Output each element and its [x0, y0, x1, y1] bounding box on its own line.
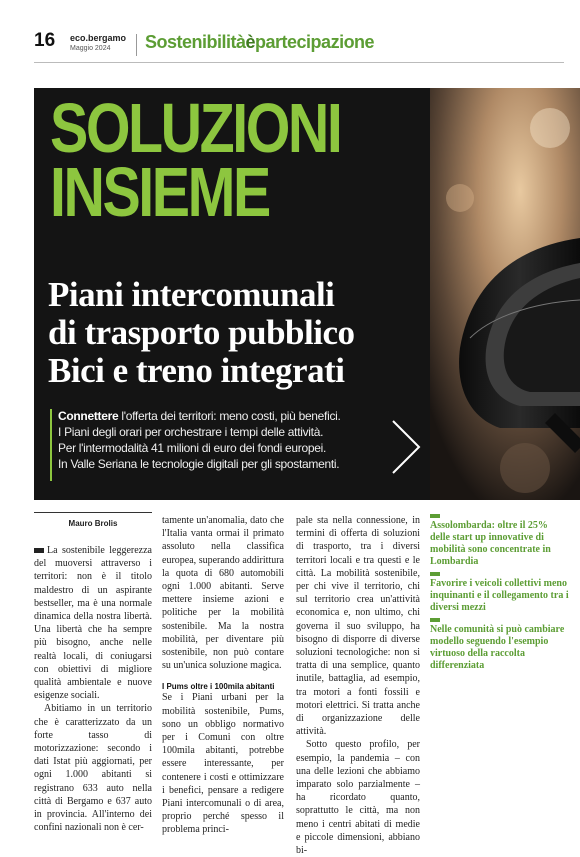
highlight-item — [430, 572, 570, 614]
kicker-line-2: INSIEME — [50, 153, 269, 231]
highlight-text: Assolombarda: oltre il 25% delle start up innovative di mobilità sono concentrate in Lombardia — [430, 520, 551, 567]
headline-line-2: di trasporto pubblico — [48, 313, 355, 352]
summary-accent-bar — [50, 409, 52, 481]
highlight-text: Favorire i veicoli collettivi meno inquinanti e il collegamento tra i diversi mezzi — [430, 578, 569, 613]
paragraph: Abitiamo in un territorio che è caratterizzato da un forte tasso di motorizzazione: secondo i dati Istat più aggiornati, per ogni 1.000 abitanti si registrano 633 auto nella città di Bergamo e 637 auto in provincia. All'interno dei confini nazionali non è cer- — [34, 703, 152, 834]
sidebar-highlights — [430, 514, 570, 676]
headline-line-3: Bici e treno integrati — [48, 351, 345, 390]
paragraph: pale sta nella connessione, in termini di offerta di soluzioni di trasporto, tra i diversi territori locali e tra questi e le città. La mobilità sostenibile, per chi vive il territorio, chi sul territorio crea un'attività economica e, non ultimo, chi governa il suo sviluppo, ha bisogno di disporre di diverse soluzioni tecnologiche: non si tratta di una semplice, quanto inutile, battaglia, ad esempio, tra motori a fonti fossili e motori elettrici. Si tratta anche di organizzazione delle attività. — [296, 515, 420, 738]
article-column-1 — [34, 544, 152, 834]
article-column-3 — [296, 514, 420, 857]
paragraph-marker — [34, 548, 44, 553]
summary-line-3: Per l'intermodalità 41 milioni di euro dei fondi europei. — [58, 441, 327, 455]
kicker — [50, 89, 341, 231]
summary-line-4: In Valle Seriana le tecnologie digitali per gli spostamenti. — [58, 457, 340, 471]
headline — [48, 276, 428, 390]
page-header — [0, 0, 580, 68]
byline: Mauro Brolis — [68, 519, 118, 528]
publication-name: eco.bergamo — [70, 33, 127, 43]
highlight-bullet — [430, 618, 440, 622]
summary — [58, 408, 398, 472]
arrow-right-icon — [389, 419, 423, 475]
highlight-item — [430, 514, 570, 568]
bike-wheel-photo — [430, 88, 580, 500]
section-title-part3: partecipazione — [255, 32, 375, 52]
summary-lead: Connettere — [58, 409, 119, 423]
paragraph: Se i Piani urbani per la mobilità sostenibile, Pums, sono un obbligo normativo per i Comuni con oltre 100mila abitanti, potrebbe essere interessante, per contenere i costi e ottimizzare i benefici, pensare a redigere Piani intercomunali o di area, proprio perché spesso il problema princi- — [162, 692, 284, 836]
byline-rule — [34, 512, 152, 513]
highlight-bullet — [430, 572, 440, 576]
issue-date: Maggio 2024 — [70, 45, 111, 52]
headline-line-1: Piani intercomunali — [48, 275, 335, 314]
paragraph: tamente un'anomalia, dato che l'Italia vanta ormai il primato assoluto nella classifica europea, superando addirittura la quota di 680 automobili ogni 1.000 abitanti. Serve mettere insieme azioni e politiche per la mobilità sostenibile. Ma la nostra mobilità, per diventare più sostenibile, non può contare su un'unica soluzione magica. — [162, 515, 284, 672]
section-title-part2: è — [245, 32, 256, 52]
subheading: I Pums oltre i 100mila abitanti — [162, 682, 275, 692]
header-rule — [34, 62, 564, 63]
paragraph: Sotto questo profilo, per esempio, la pandemia – con una delle lezioni che abbiamo imparato solo parzialmente – ha ricordato quanto, soprattutto le città, ma non meno i centri abitati di medie e piccole dimensioni, abbiano bi- — [296, 739, 420, 857]
header-divider — [136, 34, 137, 56]
article-column-2 — [162, 514, 284, 837]
paragraph-text: La sostenibile leggerezza del muoversi attraverso i territori: non è il titolo maldestro di un aspirante bestseller, ma è una normale dinamica della nostra libertà. Una libertà che ha sempre più bisogno, anche nelle realtà locali, di coniugarsi con obiettivi di migliore qualità ambientale e nuove esigenze sociali. — [34, 545, 152, 702]
paragraph — [34, 544, 152, 702]
highlight-text: Nelle comunità si può cambiare modello seguendo l'esempio virtuoso della raccolta differenziata — [430, 624, 565, 671]
section-title — [145, 32, 374, 53]
summary-line-1-text: l'offerta dei territori: meno costi, più benefici. — [118, 409, 341, 423]
page-number: 16 — [34, 30, 56, 51]
highlight-item — [430, 618, 570, 672]
kicker-line-1: SOLUZIONI — [50, 89, 341, 167]
section-title-part1: Sostenibilità — [145, 32, 246, 52]
highlight-bullet — [430, 514, 440, 518]
summary-line-1 — [58, 408, 398, 424]
hero-banner — [34, 88, 580, 500]
summary-line-2: I Piani degli orari per orchestrare i tempi delle attività. — [58, 425, 324, 439]
